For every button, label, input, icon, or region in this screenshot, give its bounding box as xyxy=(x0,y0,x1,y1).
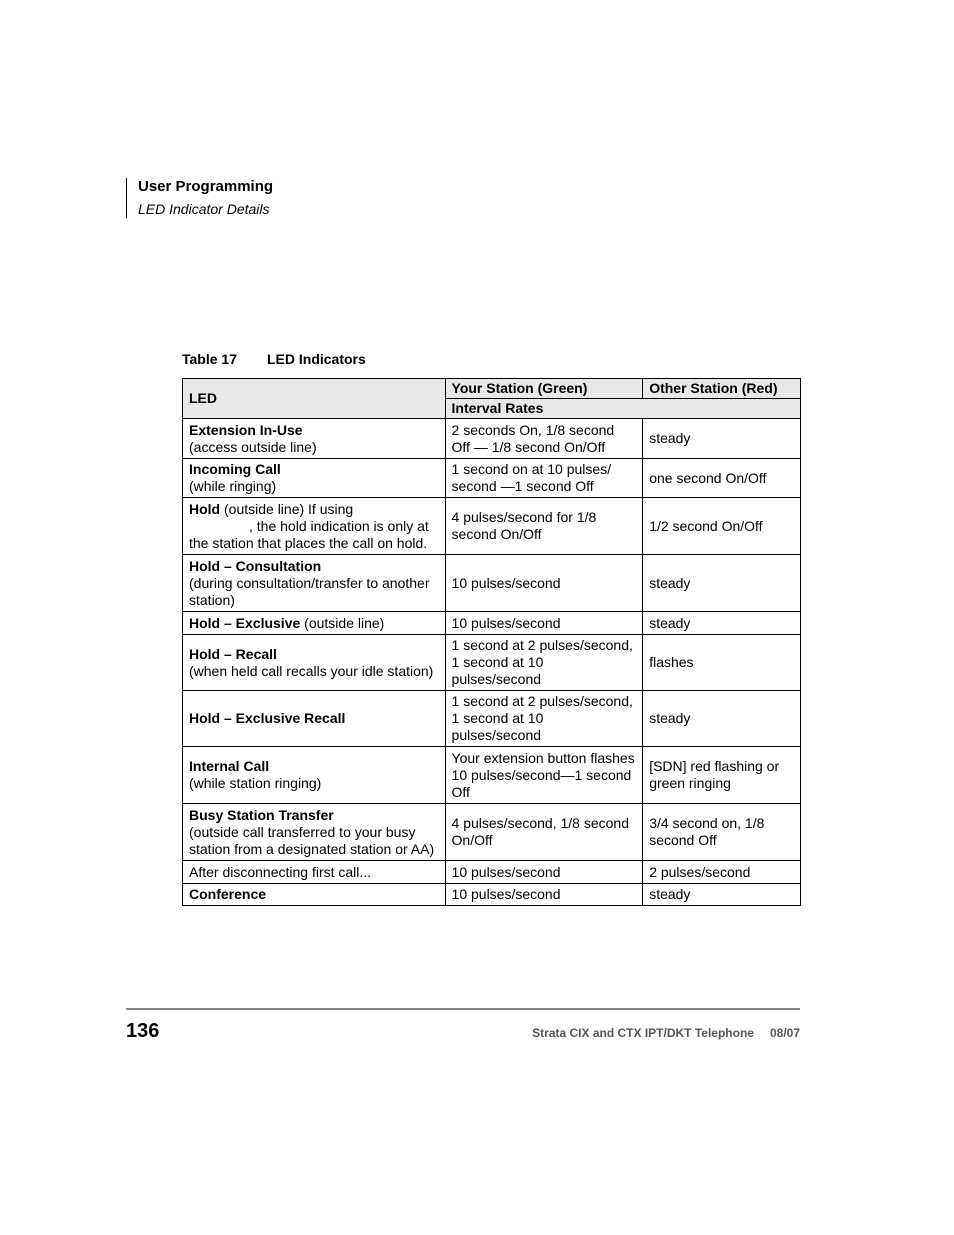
your-station-cell: 10 pulses/second xyxy=(445,884,643,906)
your-station-cell: 1 second at 2 pulses/second, 1 second at 10 pulses/second xyxy=(445,635,643,691)
other-station-cell: 3/4 second on, 1/8 second Off xyxy=(643,804,801,861)
led-name: Internal Call xyxy=(189,758,270,774)
table-row xyxy=(183,459,801,498)
led-name: Hold xyxy=(189,500,221,517)
table-row xyxy=(183,804,801,861)
section-subtitle: LED Indicator Details xyxy=(138,201,270,217)
table-row xyxy=(183,419,801,459)
led-cell xyxy=(183,635,446,691)
other-station-cell: flashes xyxy=(643,635,801,691)
led-cell xyxy=(183,555,446,612)
table-title: LED Indicators xyxy=(267,351,366,367)
col-header-your-station: Your Station (Green) xyxy=(445,379,643,399)
table-row xyxy=(183,884,801,906)
led-cell xyxy=(183,498,446,555)
header-rule xyxy=(126,178,127,218)
table-row xyxy=(183,635,801,691)
led-name: Hold – Recall xyxy=(189,645,277,662)
your-station-cell: 10 pulses/second xyxy=(445,861,643,884)
other-station-cell: steady xyxy=(643,419,801,459)
your-station-cell: Your extension button flashes 10 pulses/second—1 second Off xyxy=(445,747,643,804)
led-desc: (while station ringing) xyxy=(189,775,322,791)
led-indicators-table xyxy=(182,378,801,906)
col-header-other-station: Other Station (Red) xyxy=(643,379,801,399)
led-desc: (access outside line) xyxy=(189,438,317,455)
footer-doc-info xyxy=(532,1026,800,1040)
led-cell xyxy=(183,747,446,804)
led-cell xyxy=(183,861,446,884)
led-cell xyxy=(183,884,446,906)
led-cell xyxy=(183,612,446,635)
led-name: Extension In-Use xyxy=(189,421,303,438)
led-cell xyxy=(183,459,446,498)
table-caption xyxy=(182,351,366,367)
other-station-cell: 2 pulses/second xyxy=(643,861,801,884)
other-station-cell: steady xyxy=(643,555,801,612)
led-cell xyxy=(183,419,446,459)
footer-date: 08/07 xyxy=(769,1026,800,1040)
your-station-cell: 4 pulses/second for 1/8 second On/Off xyxy=(445,498,643,555)
other-station-cell: one second On/Off xyxy=(643,459,801,498)
led-desc: (when held call recalls your idle station) xyxy=(189,662,434,679)
table-header-row xyxy=(183,379,801,399)
led-desc: (outside line) If using xyxy=(224,500,354,517)
table-row xyxy=(183,861,801,884)
led-name: Incoming Call xyxy=(189,461,281,477)
led-name: Hold – Consultation xyxy=(189,557,322,574)
footer-rule xyxy=(126,1008,800,1010)
led-name: Hold – Exclusive Recall xyxy=(189,710,346,726)
led-desc: (outside call transferred to your busy station from a designated station or AA) xyxy=(189,823,435,857)
led-desc-cont: , the hold indication is only at the station that places the call on hold. xyxy=(189,517,429,551)
led-desc: (during consultation/transfer to another station) xyxy=(189,574,430,608)
led-cell xyxy=(183,691,446,747)
your-station-cell: 2 seconds On, 1/8 second Off — 1/8 second On/Off xyxy=(445,419,643,459)
led-desc: (while ringing) xyxy=(189,478,277,494)
led-desc: (outside line) xyxy=(300,614,385,631)
footer-doc-title: Strata CIX and CTX IPT/DKT Telephone xyxy=(532,1026,754,1040)
table-row xyxy=(183,612,801,635)
led-cell xyxy=(183,804,446,861)
table-row xyxy=(183,747,801,804)
your-station-cell: 10 pulses/second xyxy=(445,612,643,635)
led-name: Busy Station Transfer xyxy=(189,806,334,823)
your-station-cell: 4 pulses/second, 1/8 second On/Off xyxy=(445,804,643,861)
table-row xyxy=(183,691,801,747)
led-name: Conference xyxy=(189,886,267,902)
subheader-interval-rates: Interval Rates xyxy=(445,399,800,419)
your-station-cell: 1 second on at 10 pulses/ second —1 second Off xyxy=(445,459,643,498)
other-station-cell: steady xyxy=(643,884,801,906)
other-station-cell: steady xyxy=(643,691,801,747)
your-station-cell: 1 second at 2 pulses/second, 1 second at 10 pulses/second xyxy=(445,691,643,747)
col-header-led: LED xyxy=(183,379,446,419)
page-number: 136 xyxy=(126,1020,160,1042)
table-row xyxy=(183,555,801,612)
table-row xyxy=(183,498,801,555)
other-station-cell: steady xyxy=(643,612,801,635)
table-number: Table 17 xyxy=(182,351,237,367)
led-desc: After disconnecting first call... xyxy=(189,863,372,880)
other-station-cell: [SDN] red flashing or green ringing xyxy=(643,747,801,804)
section-title: User Programming xyxy=(138,178,274,195)
other-station-cell: 1/2 second On/Off xyxy=(643,498,801,555)
led-name: Hold – Exclusive xyxy=(189,614,301,631)
your-station-cell: 10 pulses/second xyxy=(445,555,643,612)
